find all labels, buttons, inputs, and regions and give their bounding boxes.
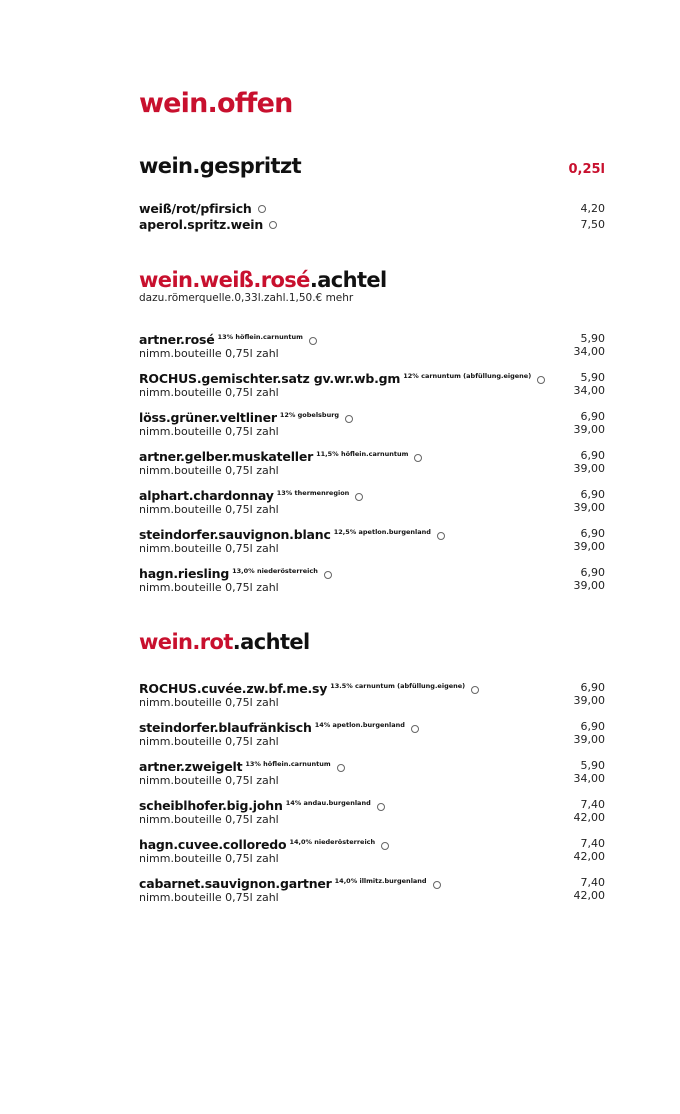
list-item xyxy=(139,759,605,787)
item-meta: 14,0% illmitz.burgenland xyxy=(334,877,427,885)
glass-price: 5,90 xyxy=(580,332,605,345)
list-item xyxy=(139,527,605,555)
bottle-price: 34,00 xyxy=(573,772,605,785)
glass-price: 7,40 xyxy=(580,876,605,889)
gespritzt-measure: 0,25l xyxy=(568,162,605,177)
list-item xyxy=(139,720,605,748)
item-meta: 12% carnuntum (abfüllung.eigene) xyxy=(403,372,532,380)
bottle-note: nimm.bouteille 0,75l zahl xyxy=(139,774,279,787)
item-name: scheiblhofer.big.john xyxy=(139,798,283,813)
page-title: wein.offen xyxy=(139,88,293,119)
bottle-price: 39,00 xyxy=(573,733,605,746)
list-item xyxy=(139,488,605,516)
item-name: weiß/rot/pfirsich xyxy=(139,201,252,216)
list-item xyxy=(139,798,605,826)
circle-icon xyxy=(377,803,385,811)
weiss-header xyxy=(139,268,605,305)
item-name: artner.zweigelt xyxy=(139,759,243,774)
list-item xyxy=(139,332,605,360)
bottle-price: 42,00 xyxy=(573,850,605,863)
glass-price: 6,90 xyxy=(580,681,605,694)
bottle-price: 39,00 xyxy=(573,462,605,475)
glass-price: 6,90 xyxy=(580,488,605,501)
weiss-subtitle: dazu.römerquelle.0,33l.zahl.1,50.€ mehr xyxy=(139,292,354,304)
bottle-price: 42,00 xyxy=(573,889,605,902)
bottle-note: nimm.bouteille 0,75l zahl xyxy=(139,696,279,709)
circle-icon xyxy=(437,532,445,540)
glass-price: 6,90 xyxy=(580,410,605,423)
item-price: 7,50 xyxy=(580,218,605,231)
bottle-note: nimm.bouteille 0,75l zahl xyxy=(139,852,279,865)
bottle-price: 39,00 xyxy=(573,579,605,592)
rot-header xyxy=(139,630,605,654)
glass-price: 5,90 xyxy=(580,759,605,772)
item-meta: 14,0% niederösterreich xyxy=(289,838,376,846)
rot-title: wein.rot.achtel xyxy=(139,630,310,654)
item-name: löss.grüner.veltliner xyxy=(139,410,277,425)
bottle-note: nimm.bouteille 0,75l zahl xyxy=(139,347,279,360)
circle-icon xyxy=(337,764,345,772)
item-name: hagn.riesling xyxy=(139,566,230,581)
bottle-price: 39,00 xyxy=(573,540,605,553)
item-meta: 14% apetlon.burgenland xyxy=(314,721,405,729)
bottle-note: nimm.bouteille 0,75l zahl xyxy=(139,813,279,826)
list-item xyxy=(139,410,605,438)
bottle-note: nimm.bouteille 0,75l zahl xyxy=(139,735,279,748)
weiss-title: wein.weiß.rosé.achtel xyxy=(139,268,387,292)
item-price: 4,20 xyxy=(580,202,605,215)
item-name: aperol.spritz.wein xyxy=(139,217,264,232)
item-meta: 13% höflein.carnuntum xyxy=(217,333,303,341)
bottle-note: nimm.bouteille 0,75l zahl xyxy=(139,503,279,516)
list-item xyxy=(139,876,605,904)
glass-price: 7,40 xyxy=(580,837,605,850)
gespritzt-title: wein.gespritzt xyxy=(139,154,302,178)
item-meta: 13% höflein.carnuntum xyxy=(245,760,331,768)
glass-price: 6,90 xyxy=(580,527,605,540)
item-name: hagn.cuvee.colloredo xyxy=(139,837,287,852)
item-name: steindorfer.blaufränkisch xyxy=(139,720,312,735)
bottle-note: nimm.bouteille 0,75l zahl xyxy=(139,542,279,555)
circle-icon xyxy=(269,221,277,229)
glass-price: 6,90 xyxy=(580,566,605,579)
bottle-price: 39,00 xyxy=(573,501,605,514)
list-item xyxy=(139,837,605,865)
glass-price: 5,90 xyxy=(580,371,605,384)
glass-price: 7,40 xyxy=(580,798,605,811)
item-name: ROCHUS.cuvée.zw.bf.me.sy xyxy=(139,681,328,696)
list-item xyxy=(139,371,605,399)
circle-icon xyxy=(537,376,545,384)
item-meta: 14% andau.burgenland xyxy=(285,799,371,807)
item-meta: 13% thermenregion xyxy=(276,489,350,497)
bottle-note: nimm.bouteille 0,75l zahl xyxy=(139,891,279,904)
item-meta: 11,5% höflein.carnuntum xyxy=(316,450,409,458)
bottle-price: 34,00 xyxy=(573,345,605,358)
gespritzt-header xyxy=(139,154,605,178)
circle-icon xyxy=(309,337,317,345)
item-meta: 13.5% carnuntum (abfüllung.eigene) xyxy=(330,682,466,690)
item-name: cabarnet.sauvignon.gartner xyxy=(139,876,332,891)
circle-icon xyxy=(355,493,363,501)
list-item xyxy=(139,449,605,477)
item-name: artner.gelber.muskateller xyxy=(139,449,314,464)
circle-icon xyxy=(433,881,441,889)
item-name: alphart.chardonnay xyxy=(139,488,274,503)
list-item xyxy=(139,217,605,232)
item-name: artner.rosé xyxy=(139,332,215,347)
bottle-price: 39,00 xyxy=(573,423,605,436)
list-item xyxy=(139,681,605,709)
circle-icon xyxy=(381,842,389,850)
bottle-note: nimm.bouteille 0,75l zahl xyxy=(139,386,279,399)
circle-icon xyxy=(414,454,422,462)
list-item xyxy=(139,566,605,594)
list-item xyxy=(139,201,605,216)
glass-price: 6,90 xyxy=(580,720,605,733)
item-meta: 12% gobelsburg xyxy=(279,411,340,419)
bottle-price: 42,00 xyxy=(573,811,605,824)
circle-icon xyxy=(471,686,479,694)
item-meta: 12,5% apetlon.burgenland xyxy=(333,528,431,536)
item-name: steindorfer.sauvignon.blanc xyxy=(139,527,331,542)
item-name: ROCHUS.gemischter.satz gv.wr.wb.gm xyxy=(139,371,401,386)
bottle-price: 39,00 xyxy=(573,694,605,707)
circle-icon xyxy=(345,415,353,423)
item-meta: 13,0% niederösterreich xyxy=(232,567,318,575)
bottle-price: 34,00 xyxy=(573,384,605,397)
bottle-note: nimm.bouteille 0,75l zahl xyxy=(139,464,279,477)
circle-icon xyxy=(411,725,419,733)
circle-icon xyxy=(324,571,332,579)
circle-icon xyxy=(258,205,266,213)
glass-price: 6,90 xyxy=(580,449,605,462)
bottle-note: nimm.bouteille 0,75l zahl xyxy=(139,581,279,594)
bottle-note: nimm.bouteille 0,75l zahl xyxy=(139,425,279,438)
